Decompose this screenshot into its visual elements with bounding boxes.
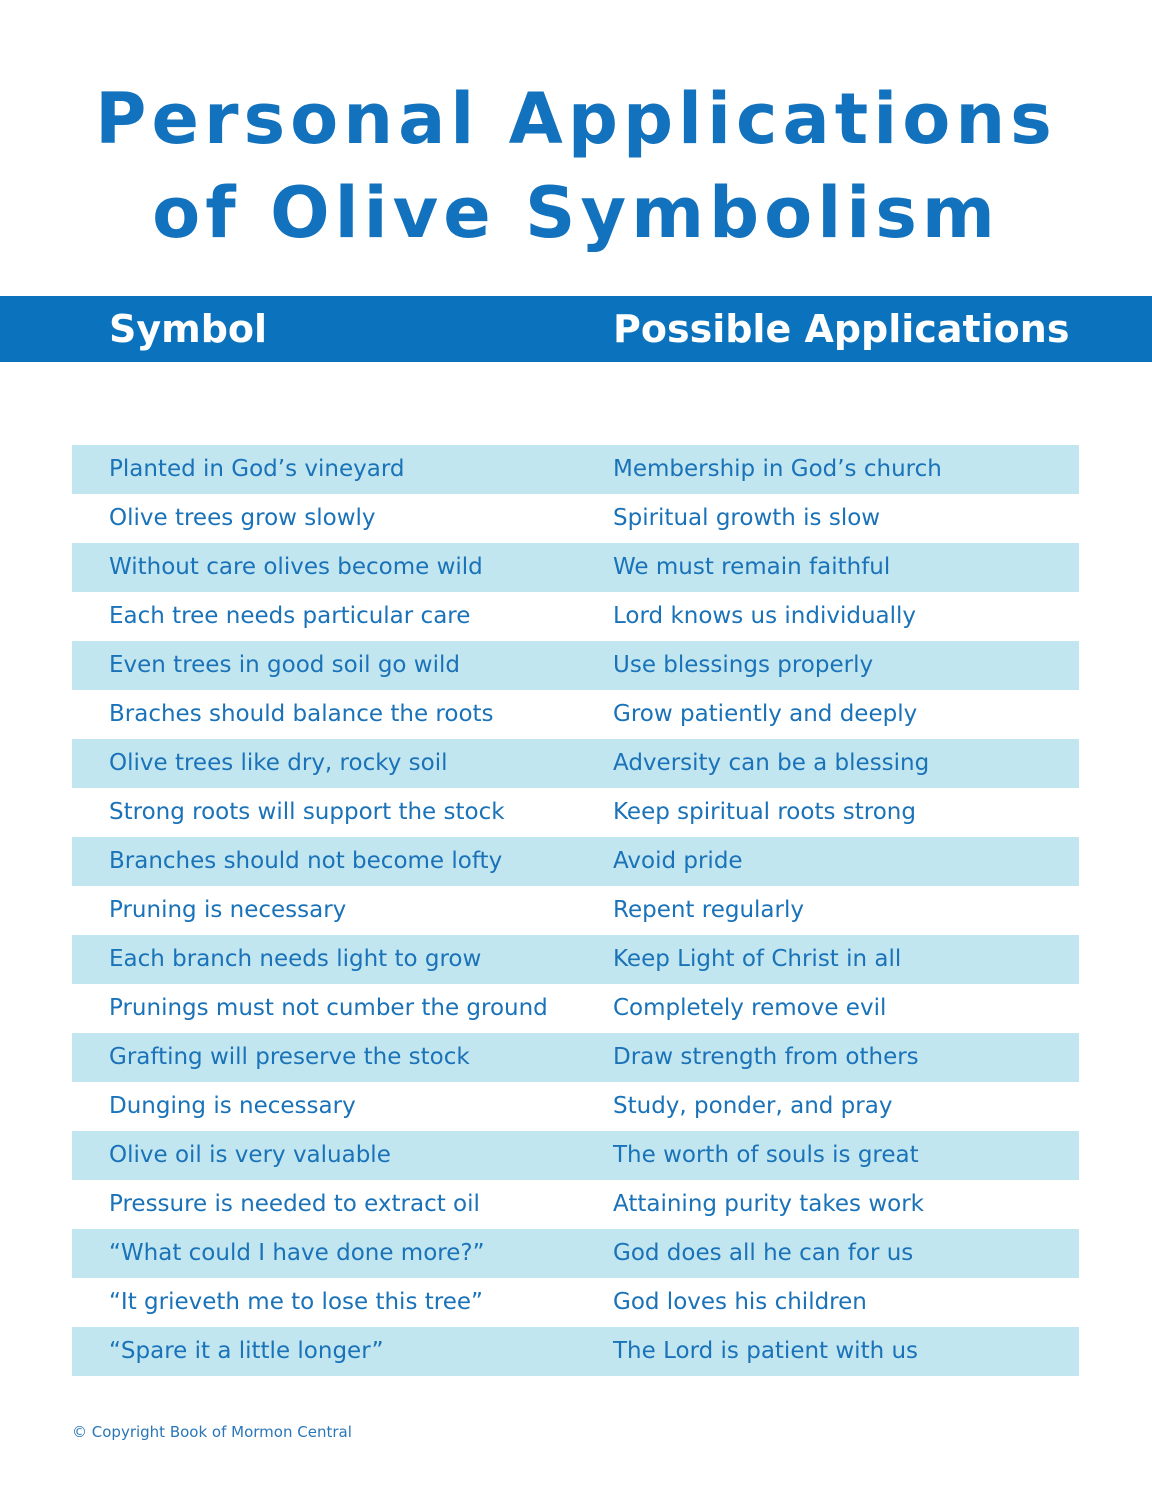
application-cell: Keep spiritual roots strong — [613, 799, 916, 825]
application-cell: We must remain faithful — [613, 554, 891, 580]
symbol-cell: Olive oil is very valuable — [109, 1142, 391, 1168]
table-row — [72, 984, 1079, 1033]
application-cell: God loves his children — [613, 1289, 867, 1315]
table-row — [72, 494, 1079, 543]
application-cell: The Lord is patient with us — [613, 1338, 919, 1364]
table-row — [72, 641, 1079, 690]
title-line-2: of Olive Symbolism — [152, 172, 1000, 254]
table-row — [72, 1180, 1079, 1229]
page-title — [0, 72, 1152, 260]
application-cell: Adversity can be a blessing — [613, 750, 930, 776]
table-row — [72, 543, 1079, 592]
symbol-cell: Even trees in good soil go wild — [109, 652, 460, 678]
symbol-cell: “Spare it a little longer” — [109, 1338, 384, 1364]
title-line-1: Personal Applications — [95, 78, 1057, 160]
application-cell: The worth of souls is great — [613, 1142, 919, 1168]
symbol-cell: “What could I have done more?” — [109, 1240, 485, 1266]
table-row — [72, 1278, 1079, 1327]
application-cell: Spiritual growth is slow — [613, 505, 881, 531]
symbol-cell: Strong roots will support the stock — [109, 799, 505, 825]
symbol-cell: Pruning is necessary — [109, 897, 347, 923]
application-cell: Attaining purity takes work — [613, 1191, 924, 1217]
symbol-cell: Pressure is needed to extract oil — [109, 1191, 480, 1217]
table-header — [0, 296, 1152, 362]
table-row — [72, 445, 1079, 494]
application-cell: God does all he can for us — [613, 1240, 914, 1266]
table-row — [72, 837, 1079, 886]
table-row — [72, 1082, 1079, 1131]
header-symbol: Symbol — [109, 307, 268, 351]
symbol-cell: “It grieveth me to lose this tree” — [109, 1289, 483, 1315]
symbol-cell: Olive trees grow slowly — [109, 505, 376, 531]
symbol-cell: Dunging is necessary — [109, 1093, 356, 1119]
symbol-cell: Branches should not become lofty — [109, 848, 503, 874]
symbol-table — [72, 445, 1079, 1376]
table-row — [72, 935, 1079, 984]
application-cell: Study, ponder, and pray — [613, 1093, 893, 1119]
application-cell: Repent regularly — [613, 897, 804, 923]
application-cell: Use blessings properly — [613, 652, 874, 678]
symbol-cell: Each branch needs light to grow — [109, 946, 482, 972]
application-cell: Lord knows us individually — [613, 603, 917, 629]
application-cell: Completely remove evil — [613, 995, 887, 1021]
table-row — [72, 1033, 1079, 1082]
copyright-notice: © Copyright Book of Mormon Central — [72, 1423, 352, 1441]
table-row — [72, 690, 1079, 739]
symbol-cell: Braches should balance the roots — [109, 701, 494, 727]
symbol-cell: Grafting will preserve the stock — [109, 1044, 470, 1070]
application-cell: Keep Light of Christ in all — [613, 946, 902, 972]
table-row — [72, 592, 1079, 641]
table-row — [72, 788, 1079, 837]
table-row — [72, 886, 1079, 935]
application-cell: Membership in God’s church — [613, 456, 942, 482]
table-row — [72, 1229, 1079, 1278]
symbol-cell: Olive trees like dry, rocky soil — [109, 750, 448, 776]
symbol-cell: Planted in God’s vineyard — [109, 456, 405, 482]
application-cell: Grow patiently and deeply — [613, 701, 918, 727]
application-cell: Draw strength from others — [613, 1044, 919, 1070]
table-row — [72, 1327, 1079, 1376]
symbol-cell: Each tree needs particular care — [109, 603, 471, 629]
symbol-cell: Without care olives become wild — [109, 554, 483, 580]
symbol-cell: Prunings must not cumber the ground — [109, 995, 548, 1021]
application-cell: Avoid pride — [613, 848, 743, 874]
table-row — [72, 1131, 1079, 1180]
header-possible-applications: Possible Applications — [613, 307, 1070, 351]
table-row — [72, 739, 1079, 788]
